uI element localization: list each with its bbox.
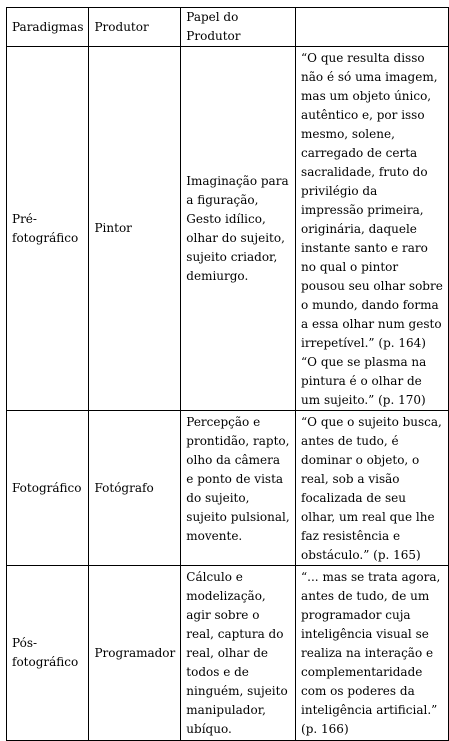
cell-produtor: Pintor (89, 47, 181, 411)
cell-papel: Cálculo e modelização, agir sobre o real, captura do real, olhar de todos e de ninguém, sujeito manipulador, ubíquo. (181, 566, 296, 741)
header-produtor: Produtor (89, 8, 181, 47)
table-header-row (7, 8, 449, 47)
cell-paradigma: Pós-fotográfico (7, 566, 89, 741)
cell-paradigma: Fotográfico (7, 411, 89, 566)
paradigms-table (6, 7, 449, 741)
header-papel-do-produtor: Papel do Produtor (181, 8, 296, 47)
cell-citacao: “O que resulta disso não é só uma imagem, mas um objeto único, autêntico e, por isso mesmo, solene, carregado de certa sacralidade, fruto do privilégio da impressão primeira, originária, daquele instante santo e raro no qual o pintor pousou seu olhar sobre o mundo, dando forma a essa olhar num gesto irrepetível.” (p. 164) “O que se plasma na pintura é o olhar de um sujeito.” (p. 170) (296, 47, 449, 411)
table-row (7, 566, 449, 741)
table-row (7, 411, 449, 566)
cell-citacao: “O que o sujeito busca, antes de tudo, é dominar o objeto, o real, sob a visão focalizada de seu olhar, um real que lhe faz resistência e obstáculo.” (p. 165) (296, 411, 449, 566)
cell-produtor: Fotógrafo (89, 411, 181, 566)
header-paradigmas: Paradigmas (7, 8, 89, 47)
cell-paradigma: Pré-fotográfico (7, 47, 89, 411)
cell-papel: Percepção e prontidão, rapto, olho da câmera e ponto de vista do sujeito, sujeito pulsional, movente. (181, 411, 296, 566)
cell-papel: Imaginação para a figuração, Gesto idílico, olhar do sujeito, sujeito criador, demiurgo. (181, 47, 296, 411)
cell-citacao: “... mas se trata agora, antes de tudo, de um programador cuja inteligência visual se realiza na interação e complementaridade com os poderes da inteligência artificial.” (p. 166) (296, 566, 449, 741)
header-citacao (296, 8, 449, 47)
cell-produtor: Programador (89, 566, 181, 741)
table-row (7, 47, 449, 411)
